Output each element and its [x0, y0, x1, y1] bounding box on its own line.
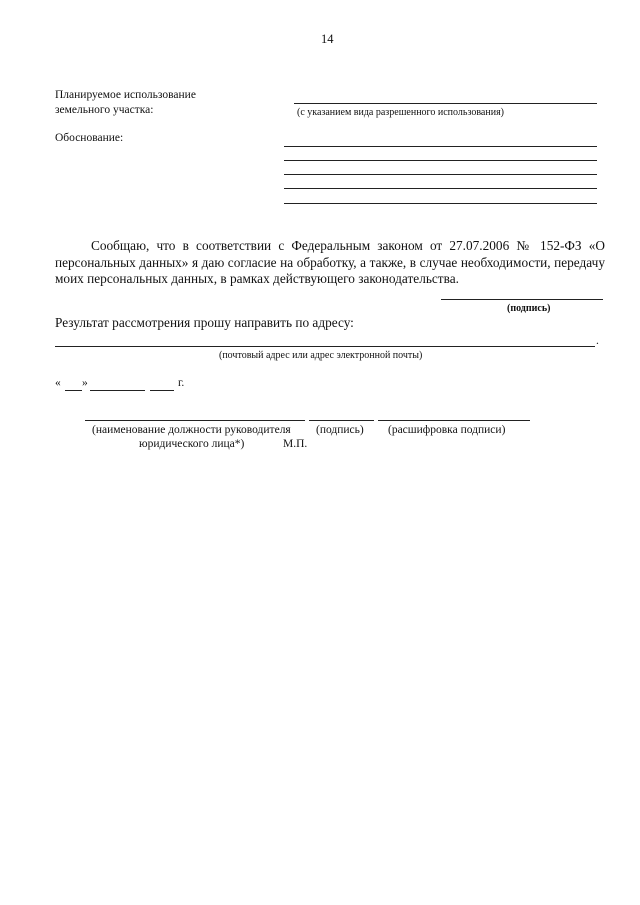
justification-fill-line-2[interactable]	[284, 160, 597, 161]
result-request-label: Результат рассмотрения прошу направить по адресу:	[55, 315, 354, 330]
position-hint-line1: (наименование должности руководителя	[92, 424, 291, 436]
decoding-line[interactable]	[378, 420, 530, 421]
justification-fill-line-5[interactable]	[284, 203, 597, 204]
date-close-quote: »	[82, 377, 88, 389]
date-day-line[interactable]	[65, 390, 82, 391]
signature-line[interactable]	[309, 420, 374, 421]
date-month-line[interactable]	[90, 390, 145, 391]
consent-signature-hint: (подпись)	[507, 303, 551, 314]
position-line[interactable]	[85, 420, 305, 421]
planned-use-label-line1: Планируемое использование	[55, 89, 196, 101]
date-year-line[interactable]	[150, 390, 174, 391]
planned-use-fill-line[interactable]	[294, 103, 597, 104]
decoding-hint: (расшифровка подписи)	[388, 424, 506, 436]
date-open-quote: «	[55, 377, 61, 389]
result-address-line[interactable]	[55, 346, 595, 347]
planned-use-label-line2: земельного участка:	[55, 104, 154, 116]
planned-use-hint: (с указанием вида разрешенного использования)	[297, 107, 505, 118]
justification-fill-line-1[interactable]	[284, 146, 597, 147]
page-number: 14	[321, 32, 334, 46]
consent-paragraph: Сообщаю, что в соответствии с Федеральным законом от 27.07.2006 № 152-ФЗ «О персональных данных» я даю согласие на обработку, а также, в случае необходимости, передачу моих персональных данных, в рамках действующего законодательства.	[55, 238, 605, 286]
justification-fill-line-3[interactable]	[284, 174, 597, 175]
justification-fill-line-4[interactable]	[284, 188, 597, 189]
position-hint-line2: юридического лица*)	[139, 438, 245, 450]
stamp-label: М.П.	[283, 438, 308, 450]
result-address-hint: (почтовый адрес или адрес электронной почты)	[219, 350, 423, 361]
consent-signature-line[interactable]	[441, 299, 603, 300]
result-address-end-dot: .	[596, 335, 599, 347]
justification-label: Обоснование:	[55, 132, 124, 144]
signature-hint: (подпись)	[316, 424, 364, 436]
date-year-suffix: г.	[178, 377, 185, 389]
